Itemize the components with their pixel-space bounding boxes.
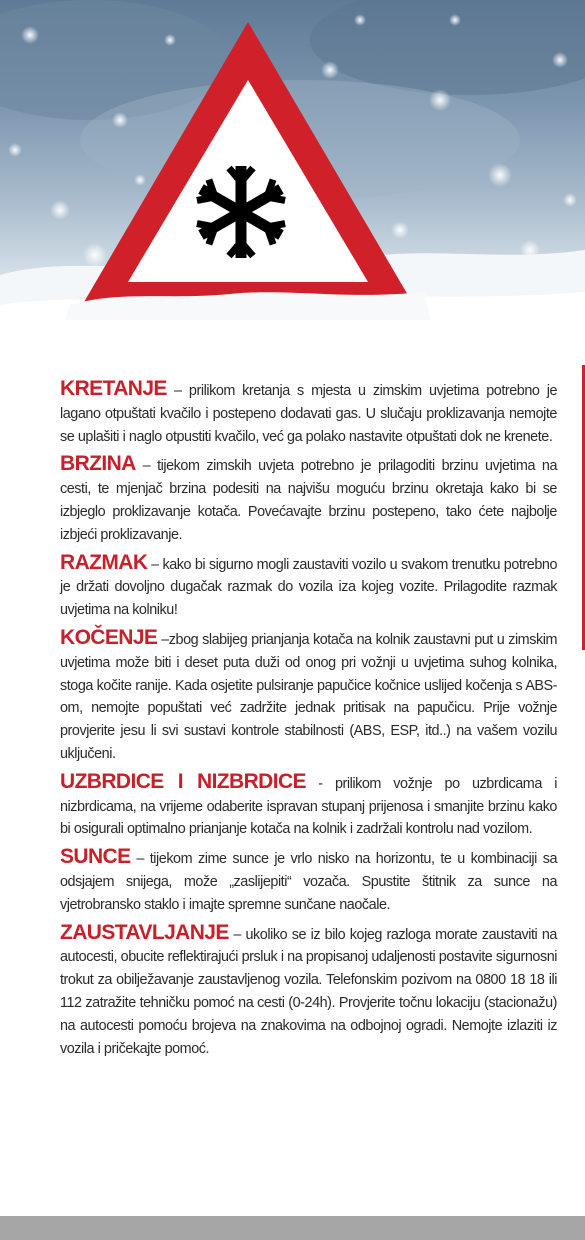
tip-text: – ukoliko se iz bilo kojeg razloga morate zaustaviti na autocesti, obucite reflektirajući prsluk i na propisanoj udaljenosti postavite sigurnosni trokut za obilježavanje zaustavljenog vozila. Telefonskim pozivom na 0800 18 18 ili 112 zatražite tehničku pomoć na cesti (0-24h). Provjerite točnu lokaciju (stacionažu) na autocesti pomoću brojeva na znakovima na odbojnoj ogradi. Nemojte izlaziti iz vozila i pričekajte pomoć.	[60, 926, 557, 1057]
tip-keyword: KOČENJE	[60, 625, 158, 649]
tip-keyword: KRETANJE	[60, 377, 167, 400]
tip-keyword: SUNCE	[60, 845, 131, 869]
tip-razmak	[60, 552, 557, 622]
tip-uzbrdice	[60, 771, 557, 841]
hero-image	[0, 0, 585, 365]
tip-keyword: RAZMAK	[60, 550, 148, 574]
tip-keyword: ZAUSTAVLJANJE	[60, 920, 229, 944]
tip-zaustavljanje	[60, 922, 557, 1061]
winter-scene	[0, 0, 585, 365]
tip-brzina	[60, 453, 557, 546]
tip-sunce	[60, 846, 557, 916]
tip-text: – kako bi sigurno mogli zaustaviti vozilo u svakom trenutku potrebno je držati dovoljno dugačak razmak do vozila iza kojeg vozite. Prilagodite razmak uvjetima na kolniku!	[60, 556, 557, 619]
tip-text: – tijekom zimskih uvjeta potrebno je prilagoditi brzinu uvjetima na cesti, te mjenjač brzina podesiti na najvišu moguću brzinu okretaja kako bi se izbjeglo proklizavanje kotača. Povećavajte brzinu postepeno, tako ćete najbolje izbjeći proklizavanje.	[60, 458, 557, 543]
footer-bar	[0, 1216, 585, 1240]
tip-keyword: BRZINA	[60, 452, 136, 476]
winter-driving-tips	[60, 378, 557, 1065]
tip-text: –zbog slabijeg prianjanja kotača na kolnik zaustavni put u zimskim uvjetima može biti i deset puta duži od onog pri vožnji u uvjetima suhog kolnika, stoga kočite ranije. Kada osjetite pulsiranje papučice kočnice uslijed kočenja s ABS-om, nemojte popuštati već zadržite jednak pritisak na papučicu. Prije vožnje provjerite jesu li svi sustavi kontrole stabilnosti (ABS, ESP, itd..) na vašem vozilu uključeni.	[60, 631, 557, 762]
tip-kocenje	[60, 627, 557, 766]
tip-kretanje	[60, 378, 557, 448]
tip-text: – prilikom kretanja s mjesta u zimskim uvjetima potrebno je lagano otpuštati kvačilo i postepeno dodavati gas. U slučaju proklizavanja nemojte se uplašiti i naglo otpustiti kvačilo, već ga polako nastavite otpuštati dok ne krenete.	[60, 383, 557, 445]
tip-text: - prilikom vožnje po uzbrdicama i nizbrdicama, na vrijeme odaberite ispravan stupanj prijenosa i smanjite brzinu kako bi osigurali optimalno prianjanje kotača na kolnik i zadržali kontrolu nad vozilom.	[60, 775, 557, 838]
tip-text: – tijekom zime sunce je vrlo nisko na horizontu, te u kombinaciji sa odsjajem snijega, može „zaslijepiti“ vozača. Spustite štitnik za sunce na vjetrobransko staklo i imajte spremne sunčane naočale.	[60, 851, 557, 913]
tip-keyword: UZBRDICE I NIZBRDICE	[60, 769, 306, 793]
